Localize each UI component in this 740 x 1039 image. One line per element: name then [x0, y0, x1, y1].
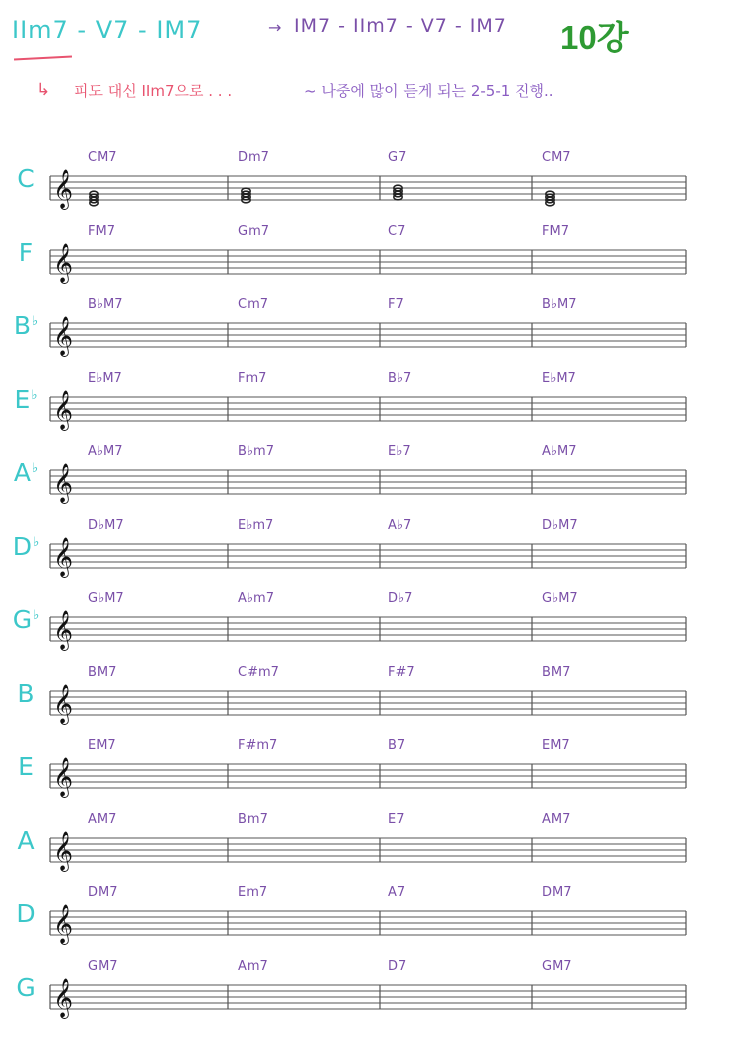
chord-symbol: EM7 — [88, 738, 116, 753]
chord-symbol: F7 — [388, 297, 404, 312]
treble-clef-icon: 𝄞 — [53, 243, 74, 283]
staff-lines — [50, 684, 686, 724]
key-row — [0, 812, 740, 892]
chord-symbol: B♭M7 — [88, 297, 123, 312]
chord-symbol: G7 — [388, 150, 407, 165]
staff-lines — [50, 243, 686, 283]
chord-symbol: D♭7 — [388, 591, 413, 606]
music-staff — [50, 243, 686, 283]
key-name: F — [18, 238, 34, 267]
alt-progression: IM7 - IIm7 - V7 - IM7 — [294, 15, 507, 37]
key-accidental: ♭ — [33, 534, 40, 550]
treble-clef-icon: 𝄞 — [53, 390, 74, 430]
key-accidental: ♭ — [32, 313, 39, 329]
chord-symbol: DM7 — [542, 885, 572, 900]
progression-title: IIm7 - V7 - IM7 — [12, 16, 203, 44]
treble-clef-icon: 𝄞 — [53, 978, 74, 1018]
treble-clef-icon: 𝄞 — [53, 610, 74, 650]
chord-symbol: D♭M7 — [88, 518, 124, 533]
music-staff — [50, 684, 686, 724]
key-label — [8, 973, 44, 1002]
chord-symbol: C7 — [388, 224, 406, 239]
chord-notes — [546, 191, 554, 206]
key-row — [0, 150, 740, 230]
key-label — [8, 311, 44, 340]
key-row — [0, 738, 740, 818]
key-row — [0, 224, 740, 304]
music-staff — [50, 978, 686, 1018]
chord-symbol: AM7 — [542, 812, 571, 827]
treble-clef-icon: 𝄞 — [53, 537, 74, 577]
chord-symbol: A♭7 — [388, 518, 412, 533]
staff-lines — [50, 831, 686, 871]
chord-symbol: CM7 — [542, 150, 571, 165]
key-label — [8, 532, 44, 561]
key-name: E — [14, 385, 31, 414]
chord-symbol: CM7 — [88, 150, 117, 165]
key-label — [8, 899, 44, 928]
chord-symbol: E♭M7 — [542, 371, 576, 386]
chord-symbol: F#m7 — [238, 738, 278, 753]
staff-lines — [50, 757, 686, 797]
key-name: D — [12, 532, 33, 561]
key-name: G — [16, 973, 36, 1002]
staff-lines — [50, 390, 686, 430]
substitution-note: 피도 대신 IIm7으로 . . . — [74, 82, 233, 100]
music-staff — [50, 316, 686, 356]
treble-clef-icon: 𝄞 — [53, 904, 74, 944]
staff-lines — [50, 169, 686, 209]
chord-symbol: A♭M7 — [88, 444, 123, 459]
staff-lines — [50, 978, 686, 1018]
key-name: B — [17, 679, 35, 708]
staff-lines — [50, 463, 686, 503]
music-staff — [50, 537, 686, 577]
chord-symbol: E♭m7 — [238, 518, 274, 533]
arrow-right-icon: → — [268, 18, 282, 37]
chord-symbol: Bm7 — [238, 812, 268, 827]
key-row — [0, 885, 740, 965]
chord-symbol: A♭M7 — [542, 444, 577, 459]
music-staff — [50, 463, 686, 503]
chord-symbol: A7 — [388, 885, 406, 900]
progression-note: ~ 나중에 많이 듣게 되는 2-5-1 진행.. — [304, 82, 554, 100]
chord-symbol: Dm7 — [238, 150, 269, 165]
treble-clef-icon: 𝄞 — [53, 831, 74, 871]
chord-symbol: C#m7 — [238, 665, 279, 680]
treble-clef-icon: 𝄞 — [53, 169, 74, 209]
chord-symbol: Cm7 — [238, 297, 269, 312]
staff-lines — [50, 904, 686, 944]
treble-clef-icon: 𝄞 — [53, 757, 74, 797]
key-name: B — [13, 311, 31, 340]
staff-lines — [50, 537, 686, 577]
key-label — [8, 752, 44, 781]
treble-clef-icon: 𝄞 — [53, 316, 74, 356]
chord-symbol: D♭M7 — [542, 518, 578, 533]
music-staff — [50, 831, 686, 871]
chord-symbol: B♭M7 — [542, 297, 577, 312]
chord-symbol: Gm7 — [238, 224, 270, 239]
key-label — [8, 458, 44, 487]
chord-symbol: E♭M7 — [88, 371, 122, 386]
key-row — [0, 444, 740, 524]
chord-symbol: BM7 — [88, 665, 117, 680]
key-row — [0, 665, 740, 745]
chord-symbol: G♭M7 — [542, 591, 578, 606]
corner-arrow-icon: ↳ — [36, 80, 51, 100]
chord-symbol: AM7 — [88, 812, 117, 827]
key-label — [8, 238, 44, 267]
chord-symbol: BM7 — [542, 665, 571, 680]
key-row — [0, 518, 740, 598]
chord-symbol: DM7 — [88, 885, 118, 900]
key-name: D — [16, 899, 36, 928]
lesson-number: 10강 — [560, 19, 629, 56]
chord-symbol: FM7 — [88, 224, 115, 239]
chord-symbol: Am7 — [238, 959, 268, 974]
chord-symbol: GM7 — [88, 959, 118, 974]
key-label — [8, 385, 44, 414]
key-label — [8, 679, 44, 708]
key-row — [0, 371, 740, 451]
chord-symbol: G♭M7 — [88, 591, 124, 606]
key-label — [8, 164, 44, 193]
chord-symbol: E7 — [388, 812, 405, 827]
key-row — [0, 959, 740, 1039]
music-staff — [50, 390, 686, 430]
chord-symbol: F#7 — [388, 665, 415, 680]
key-name: G — [12, 605, 33, 634]
chord-symbol: B7 — [388, 738, 406, 753]
chord-symbol: Em7 — [238, 885, 268, 900]
key-row — [0, 591, 740, 671]
key-accidental: ♭ — [31, 460, 39, 476]
underline-divider — [14, 55, 72, 60]
key-accidental: ♭ — [33, 607, 40, 623]
chord-notes — [242, 188, 250, 203]
chord-symbol: Fm7 — [238, 371, 267, 386]
key-label — [8, 826, 44, 855]
key-name: A — [17, 826, 35, 855]
chord-symbol: B♭7 — [388, 371, 412, 386]
chord-notes — [90, 191, 98, 206]
treble-clef-icon: 𝄞 — [53, 463, 74, 503]
music-staff — [50, 610, 686, 650]
staff-lines — [50, 610, 686, 650]
treble-clef-icon: 𝄞 — [53, 684, 74, 724]
chord-symbol: B♭m7 — [238, 444, 274, 459]
key-name: E — [18, 752, 34, 781]
key-accidental: ♭ — [31, 387, 38, 403]
chord-symbol: D7 — [388, 959, 407, 974]
key-row — [0, 297, 740, 377]
staff-lines — [50, 316, 686, 356]
music-staff — [50, 169, 686, 209]
chord-symbol: FM7 — [542, 224, 569, 239]
music-staff — [50, 757, 686, 797]
music-staff — [50, 904, 686, 944]
key-name: A — [13, 458, 31, 487]
chord-notes — [394, 185, 402, 200]
chord-symbol: GM7 — [542, 959, 572, 974]
chord-symbol: EM7 — [542, 738, 570, 753]
chord-symbol: E♭7 — [388, 444, 411, 459]
key-name: C — [17, 164, 35, 193]
chord-symbol: A♭m7 — [238, 591, 274, 606]
key-label — [8, 605, 44, 634]
